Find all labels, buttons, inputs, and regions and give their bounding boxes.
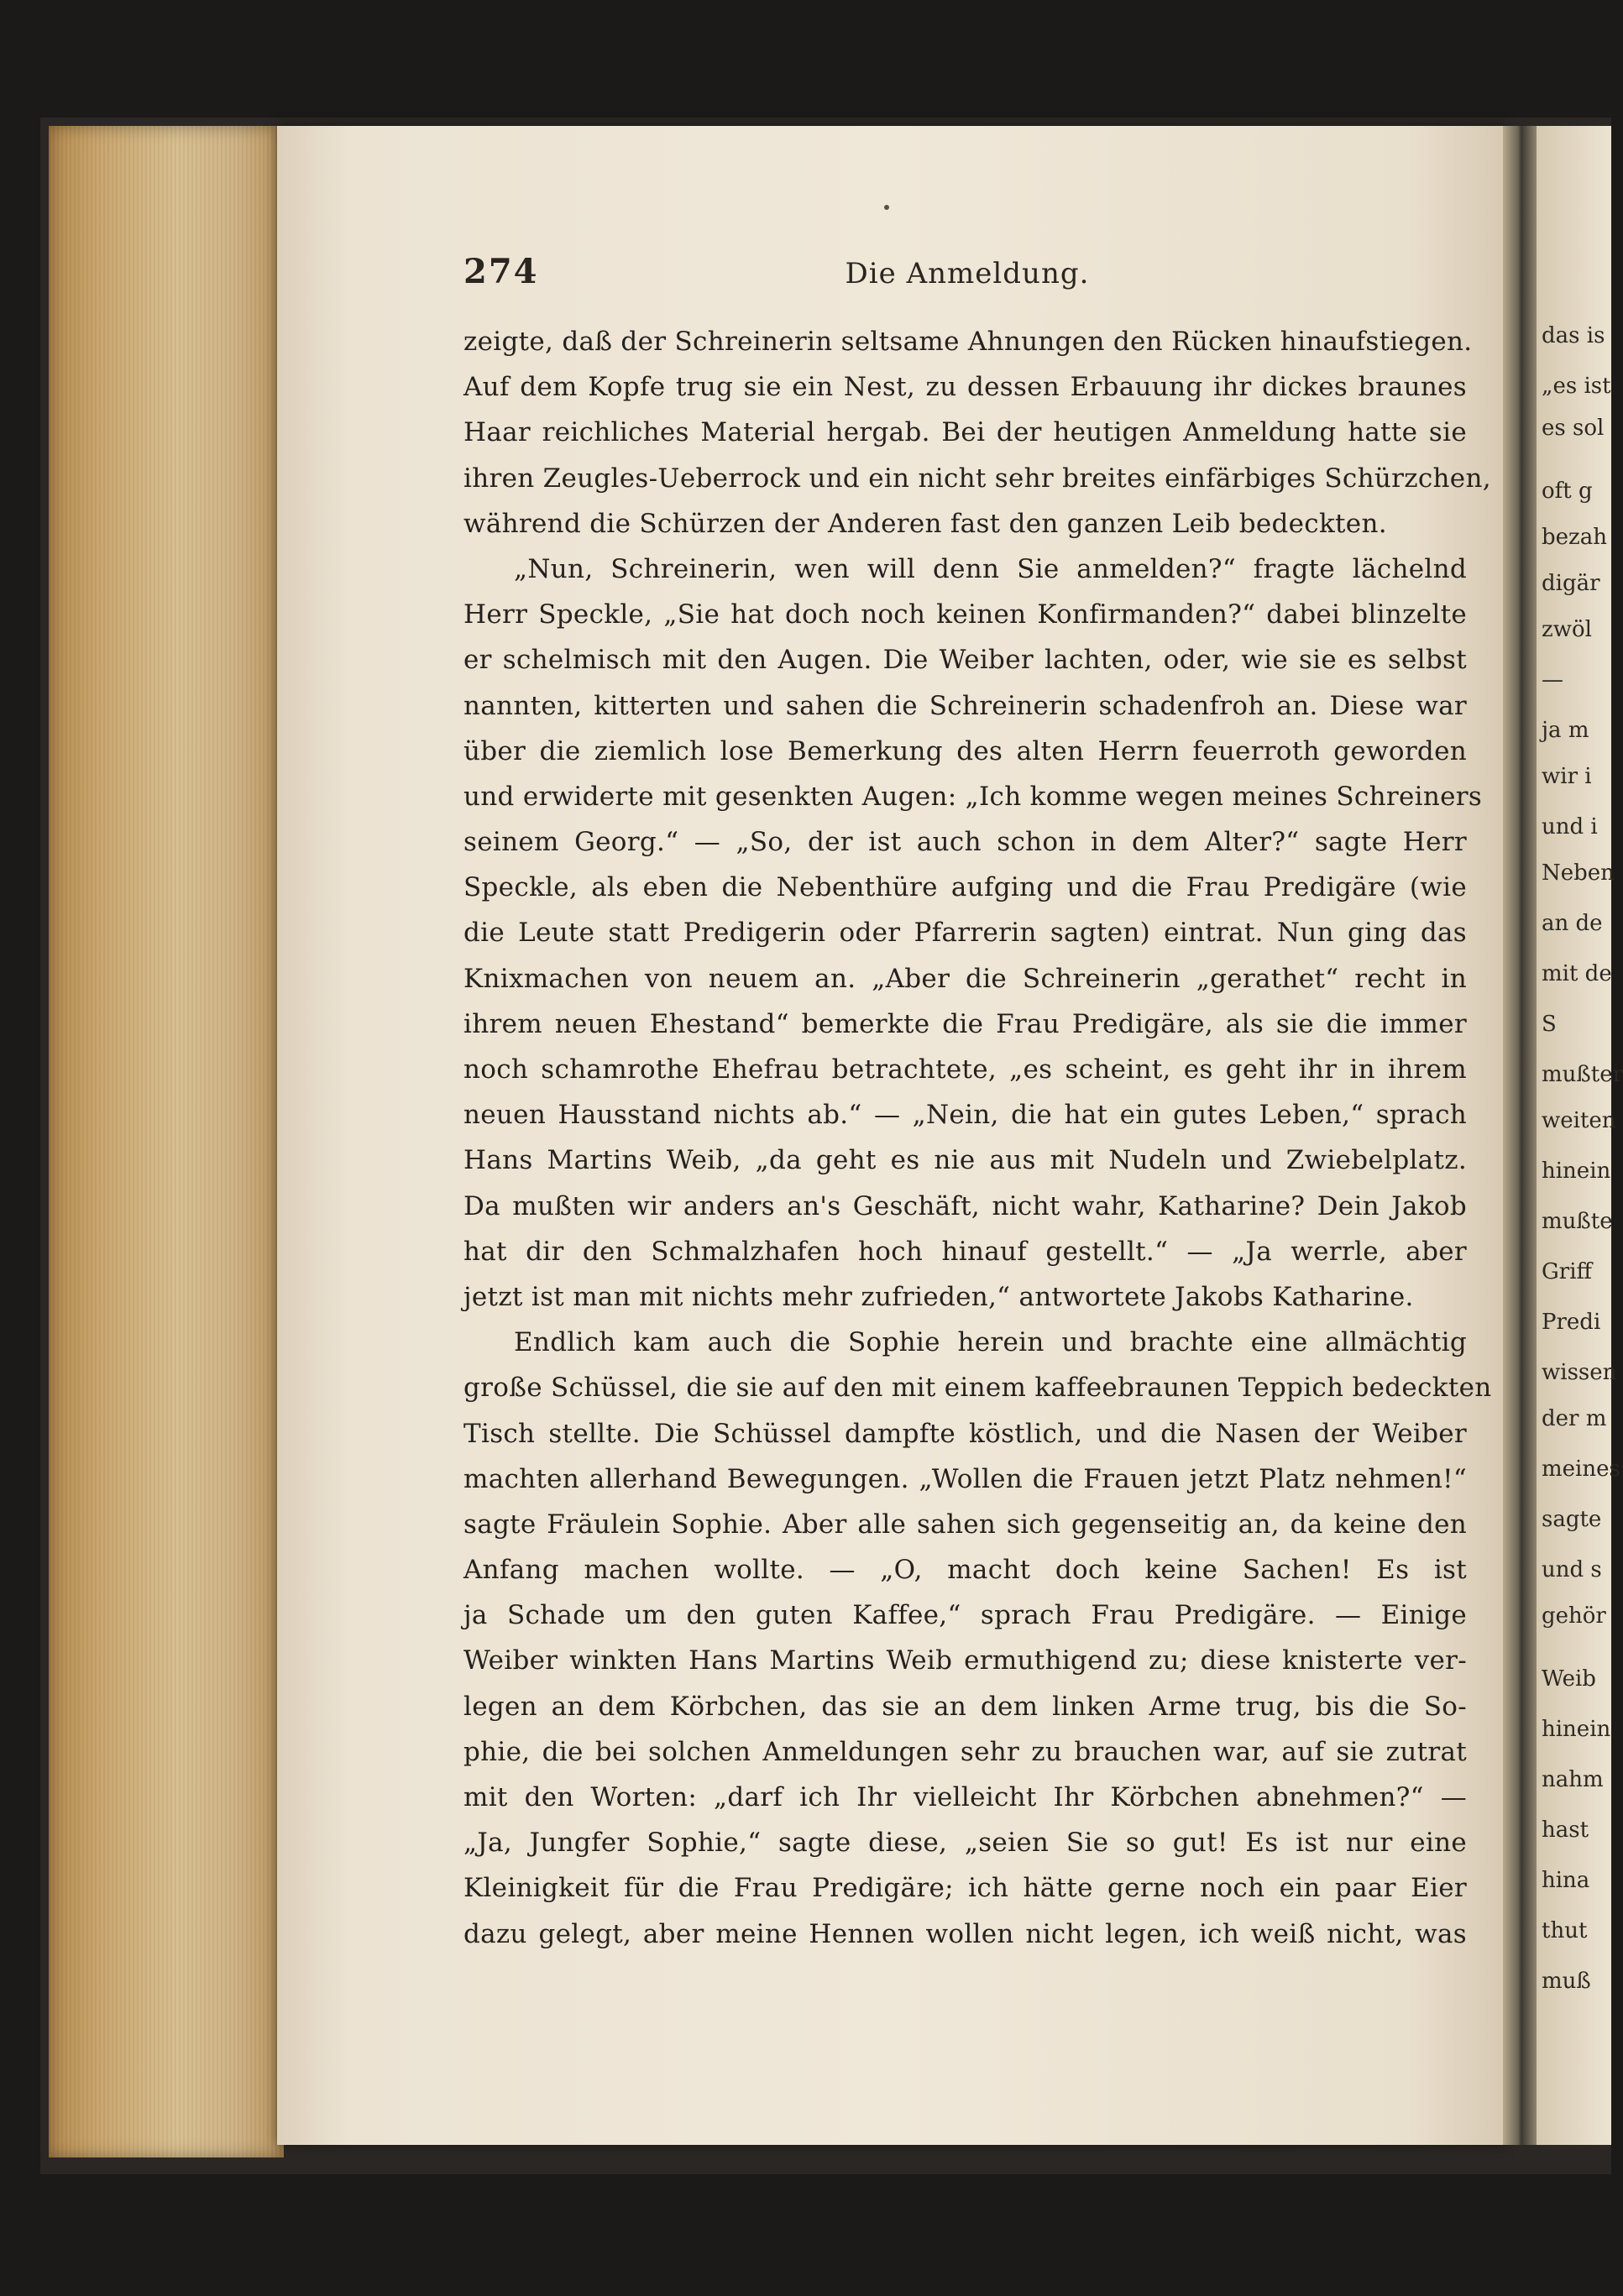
text-line: Anfang machen wollte. — „O, macht doch keine Sachen! Es ist (463, 1555, 1467, 1586)
paper-speck (884, 205, 889, 210)
text-line: und erwiderte mit gesenkten Augen: „Ich komme wegen meines Schreiners (463, 781, 1483, 812)
facing-page-fragment: digär (1542, 571, 1600, 596)
text-line: hat dir den Schmalzhafen hoch hinauf gestellt.“ — „Ja werrle, aber (463, 1236, 1467, 1267)
text-line: Hans Martins Weib, „da geht es nie aus mit Nudeln und Zwiebelplatz. (463, 1145, 1467, 1176)
facing-page-fragment: muß (1542, 1969, 1591, 1994)
text-line: Haar reichliches Material hergab. Bei der heutigen Anmeldung hatte sie (463, 417, 1467, 448)
text-line: dazu gelegt, aber meine Hennen wollen nicht legen, ich weiß nicht, was (463, 1918, 1467, 1949)
text-line: ihrem neuen Ehestand“ bemerkte die Frau Predigäre, als sie die immer (463, 1008, 1467, 1039)
text-line: machten allerhand Bewegungen. „Wollen die Frauen jetzt Platz nehmen!“ (463, 1463, 1467, 1494)
text-line: Knixmachen von neuem an. „Aber die Schreinerin „gerathet“ recht in (463, 963, 1467, 994)
facing-page-fragment: nahm (1542, 1767, 1604, 1792)
text-line: „Ja, Jungfer Sophie,“ sagte diese, „seien Sie so gut! Es ist nur eine (463, 1828, 1467, 1859)
facing-page-fragment: ja m (1542, 718, 1589, 743)
facing-page-fragment: oft g (1542, 479, 1593, 504)
text-line: legen an dem Körbchen, das sie an dem linken Arme trug, bis die So- (463, 1691, 1467, 1722)
facing-page-fragment: sagte (1542, 1507, 1602, 1532)
text-line: große Schüssel, die sie auf den mit einem kaffeebraunen Teppich bedeckten (463, 1373, 1492, 1404)
facing-page-fragment: hast (1542, 1817, 1589, 1843)
text-line: seinem Georg.“ — „So, der ist auch schon in dem Alter?“ sagte Herr (463, 827, 1467, 858)
facing-page-fragment: zwöl (1542, 617, 1592, 642)
text-line: „Nun, Schreinerin, wen will denn Sie anmelden?“ fragte lächelnd (514, 553, 1467, 584)
facing-page-fragment: „es ist (1542, 374, 1611, 399)
facing-page-fragment: thut (1542, 1918, 1588, 1943)
text-line: nannten, kitterten und sahen die Schreinerin schadenfroh an. Diese war (463, 690, 1467, 721)
text-line: Kleinigkeit für die Frau Predigäre; ich hätte gerne noch ein paar Eier (463, 1873, 1467, 1904)
text-line: während die Schürzen der Anderen fast den ganzen Leib bedeckten. (463, 508, 1387, 539)
facing-page-fragment: gehör (1542, 1603, 1606, 1629)
text-line: zeigte, daß der Schreinerin seltsame Ahnungen den Rücken hinaufstiegen. (463, 327, 1473, 357)
facing-page-fragment: wir i (1542, 764, 1592, 789)
facing-page-fragment: der m (1542, 1406, 1607, 1431)
text-line: ja Schade um den guten Kaffee,“ sprach Frau Predigäre. — Einige (463, 1600, 1467, 1631)
text-line: die Leute statt Predigerin oder Pfarrerin sagten) eintrat. Nun ging das (463, 918, 1467, 949)
text-line: Da mußten wir anders an's Geschäft, nicht wahr, Katharine? Dein Jakob (463, 1190, 1467, 1221)
text-line: Endlich kam auch die Sophie herein und brachte eine allmächtig (514, 1327, 1467, 1358)
facing-page-fragment: meines (1542, 1457, 1620, 1482)
text-line: Speckle, als eben die Nebenthüre aufging und die Frau Predigäre (wie (463, 872, 1467, 903)
text-line: über die ziemlich lose Bemerkung des alten Herrn feuerroth geworden (463, 735, 1467, 766)
text-line: noch schamrothe Ehefrau betrachtete, „es scheint, es geht ihr in ihrem (463, 1054, 1467, 1085)
running-head (463, 252, 1471, 311)
book-gutter (1503, 126, 1537, 2145)
text-line: Herr Speckle, „Sie hat doch noch keinen Konfirmanden?“ dabei blinzelte (463, 599, 1467, 630)
body-text (463, 319, 1492, 1957)
facing-page-fragment: an de (1542, 911, 1603, 936)
facing-page-fragment: und i (1542, 814, 1598, 839)
text-line: er schelmisch mit den Augen. Die Weiber lachten, oder, wie sie es selbst (463, 645, 1467, 676)
facing-page-fragment: Neben (1542, 860, 1615, 886)
page-number: 274 (463, 252, 539, 291)
text-line: phie, die bei solchen Anmeldungen sehr zu brauchen war, auf sie zutrat (463, 1736, 1467, 1767)
facing-page (1537, 126, 1623, 2145)
facing-page-fragment: Griff (1542, 1259, 1592, 1284)
facing-page-fragment: Weib (1542, 1666, 1596, 1692)
text-line: ihren Zeugles-Ueberrock und ein nicht sehr breites einfärbiges Schürzchen, (463, 463, 1491, 494)
facing-page-fragment: mit de (1542, 961, 1612, 986)
text-line: Tisch stellte. Die Schüssel dampfte köstlich, und die Nasen der Weiber (463, 1418, 1467, 1449)
chapter-title: Die Anmeldung. (845, 257, 1090, 290)
facing-page-fragment: hinein (1542, 1717, 1611, 1742)
facing-page-fragment: mußter (1542, 1062, 1623, 1087)
page-block-edge (49, 126, 284, 2157)
facing-page-fragment: hina (1542, 1868, 1590, 1893)
facing-page-fragment: wissen (1542, 1360, 1617, 1385)
text-line: mit den Worten: „darf ich Ihr vielleicht Ihr Körbchen abnehmen?“ — (463, 1782, 1467, 1812)
facing-page-fragment: bezah (1542, 525, 1607, 550)
text-line: Auf dem Kopfe trug sie ein Nest, zu dessen Erbauung ihr dickes braunes (463, 372, 1467, 403)
text-line: jetzt ist man mit nichts mehr zufrieden,“ antwortete Jakobs Katharine. (463, 1281, 1414, 1312)
facing-page-fragment: Predi (1542, 1310, 1601, 1335)
facing-page-fragment: S (1542, 1012, 1557, 1037)
text-line: Weiber winkten Hans Martins Weib ermuthigend zu; diese knisterte ver- (463, 1645, 1467, 1676)
facing-page-fragment: es sol (1542, 416, 1605, 441)
facing-page-fragment: hinein (1542, 1158, 1611, 1184)
facing-page-fragment: das is (1542, 323, 1605, 348)
facing-page-fragment: und s (1542, 1557, 1602, 1582)
text-line: neuen Hausstand nichts ab.“ — „Nein, die hat ein gutes Leben,“ sprach (463, 1100, 1467, 1131)
facing-page-fragment: mußte (1542, 1209, 1613, 1234)
facing-page-fragment: weiten (1542, 1108, 1616, 1133)
text-line: sagte Fräulein Sophie. Aber alle sahen sich gegenseitig an, da keine den (463, 1509, 1467, 1540)
facing-page-fragment: — (1542, 667, 1563, 693)
